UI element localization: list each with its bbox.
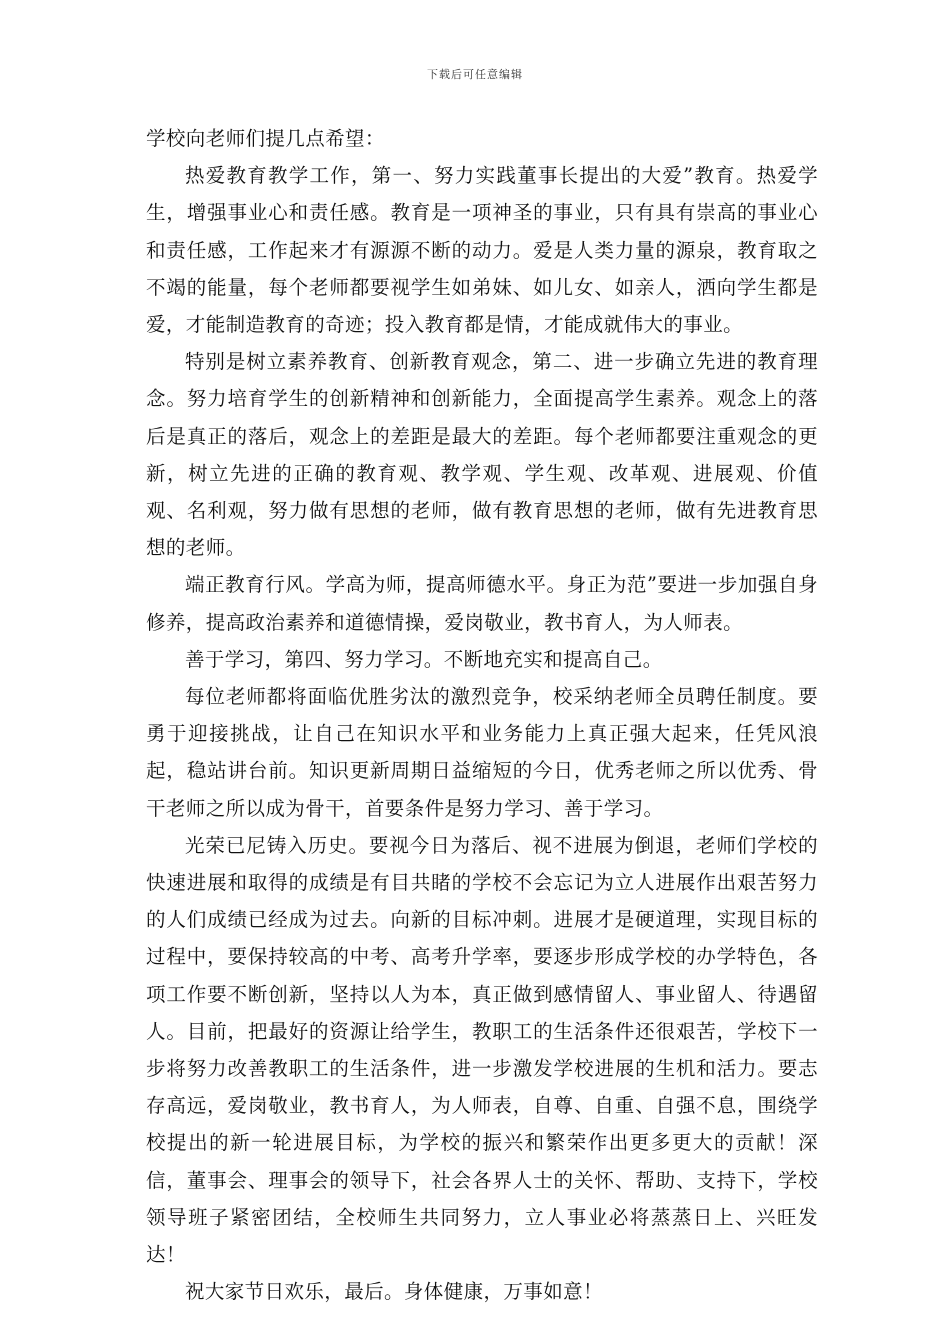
- paragraph-love-education: 热爱教育教学工作，第一、努力实践董事长提出的大爱”教育。热爱学生，增强事业心和责任感。教育是一项神圣的事业，只有具有崇高的事业心和责任感，工作起来才有源源不断的动力。爱是人类力量的源泉，教育取之不竭的能量，每个老师都要视学生如弟妹、如儿女、如亲人，洒向学生都是爱，才能制造教育的奇迹；投入教育都是情，才能成就伟大的事业。: [146, 164, 818, 337]
- paragraph-history-goals: 光荣已尼铸入历史。要视今日为落后、视不进展为倒退，老师们学校的快速进展和取得的成绩是有目共睹的学校不会忘记为立人进展作出艰苦努力的人们成绩已经成为过去。向新的目标冲刺。进展才是硬道理，实现目标的过程中，要保持较高的中考、高考升学率，要逐步形成学校的办学特色，各项工作要不断创新，坚持以人为本，真正做到感情留人、事业留人、待遇留人。目前，把最好的资源让给学生，教职工的生活条件还很艰苦，学校下一步将努力改善教职工的生活条件，进一步激发学校进展的生机和活力。要志存高远，爱岗敬业，教书育人，为人师表，自尊、自重、自强不息，围绕学校提出的新一轮进展目标，为学校的振兴和繁荣作出更多更大的贡献！深信，董事会、理事会的领导下，社会各界人士的关怀、帮助、支持下，学校领导班子紧密团结，全校师生共同努力，立人事业必将蒸蒸日上、兴旺发达！: [146, 833, 818, 1267]
- paragraph-good-at-learning: 善于学习，第四、努力学习。不断地充实和提高自己。: [185, 647, 663, 671]
- paragraph-intro: 学校向老师们提几点希望：: [146, 127, 385, 150]
- paragraph-competition: 每位老师都将面临优胜劣汰的激烈竞争，校采纳老师全员聘任制度。要勇于迎接挑战，让自己在知识水平和业务能力上真正强大起来，任凭风浪起，稳站讲台前。知识更新周期日益缩短的今日，优秀老师之所以优秀、骨干老师之所以成为骨干，首要条件是努力学习、善于学习。: [146, 685, 818, 820]
- document-body: [146, 120, 818, 1311]
- paragraph-teaching-ethics: 端正教育行风。学高为师，提高师德水平。身正为范”要进一步加强自身修养，提高政治素养和道德情操，爱岗敬业，教书育人，为人师表。: [146, 573, 818, 634]
- paragraph-closing-wishes: 祝大家节日欢乐，最后。身体健康，万事如意！: [185, 1280, 603, 1304]
- header-note: 下载后可任意编辑: [427, 68, 523, 81]
- paragraph-education-concept: 特别是树立素养教育、创新教育观念，第二、进一步确立先进的教育理念。努力培育学生的创新精神和创新能力，全面提高学生素养。观念上的落后是真正的落后，观念上的差距是最大的差距。每个老师都要注重观念的更新，树立先进的正确的教育观、教学观、学生观、改革观、进展观、价值观、名利观，努力做有思想的老师，做有教育思想的老师，做有先进教育思想的老师。: [146, 350, 818, 560]
